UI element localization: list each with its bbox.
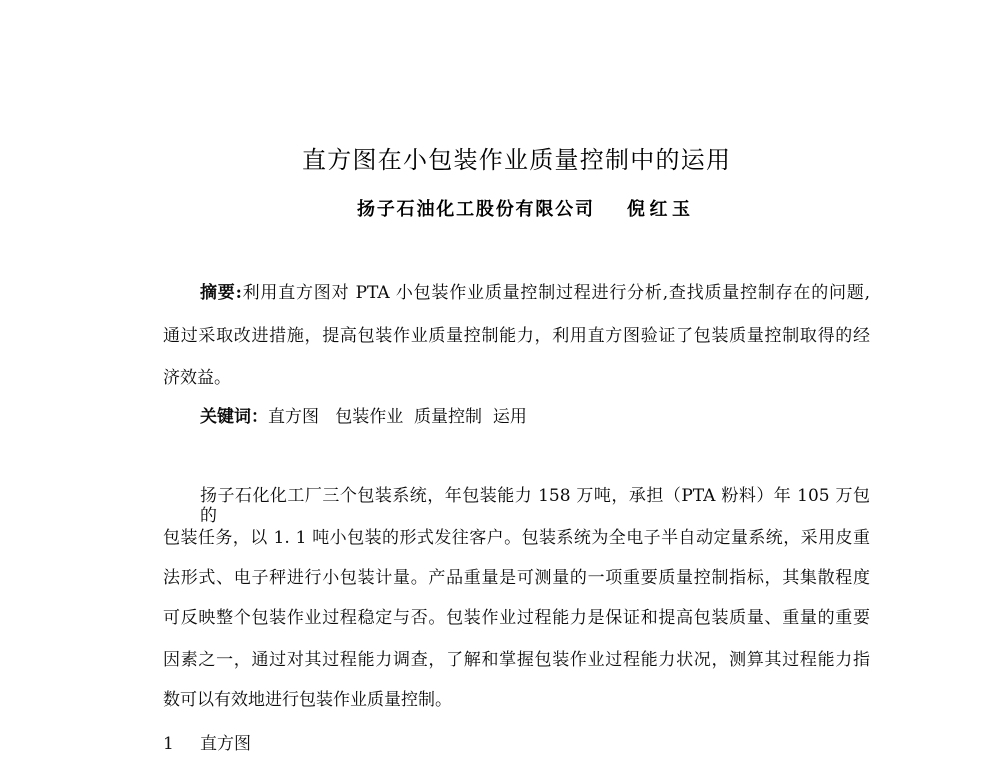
- author-affiliation: 扬子石油化工股份有限公司: [357, 199, 593, 220]
- abstract-line-2: 通过采取改进措施，提高包装作业质量控制能力，利用直方图验证了包装质量控制取得的经: [163, 326, 870, 346]
- keywords-text: 直方图 包装作业 质量控制 运用: [268, 407, 527, 427]
- body-line: 扬子石化化工厂三个包装系统，年包装能力 158 万吨，承担（PTA 粉料）年 105 万包的: [200, 486, 870, 526]
- section-number: 1: [163, 734, 174, 754]
- keywords-line: [200, 407, 700, 427]
- abstract-text: 利用直方图对 PTA 小包装作业质量控制过程进行分析,查找质量控制存在的问题,: [241, 283, 870, 303]
- author-name: 倪红玉: [627, 199, 690, 220]
- body-line: 包装任务，以 1. 1 吨小包装的形式发往客户。包装系统为全电子半自动定量系统，采用皮重: [163, 528, 870, 548]
- section-heading: 直方图: [200, 734, 251, 754]
- body-line: 可反映整个包装作业过程稳定与否。包装作业过程能力是保证和提高包装质量、重量的重要: [163, 608, 870, 628]
- abstract-line-1: [200, 283, 870, 303]
- keywords-label: 关键词：: [200, 407, 268, 427]
- abstract-label: 摘要:: [200, 283, 242, 303]
- body-line: 因素之一，通过对其过程能力调查，了解和掌握包装作业过程能力状况，测算其过程能力指: [163, 650, 870, 670]
- body-line: 法形式、电子秤进行小包装计量。产品重量是可测量的一项重要质量控制指标，其集散程度: [163, 568, 870, 588]
- body-line: 数可以有效地进行包装作业质量控制。: [163, 690, 452, 710]
- paper-title: 直方图在小包装作业质量控制中的运用: [302, 146, 730, 174]
- abstract-line-3: 济效益。: [163, 368, 231, 388]
